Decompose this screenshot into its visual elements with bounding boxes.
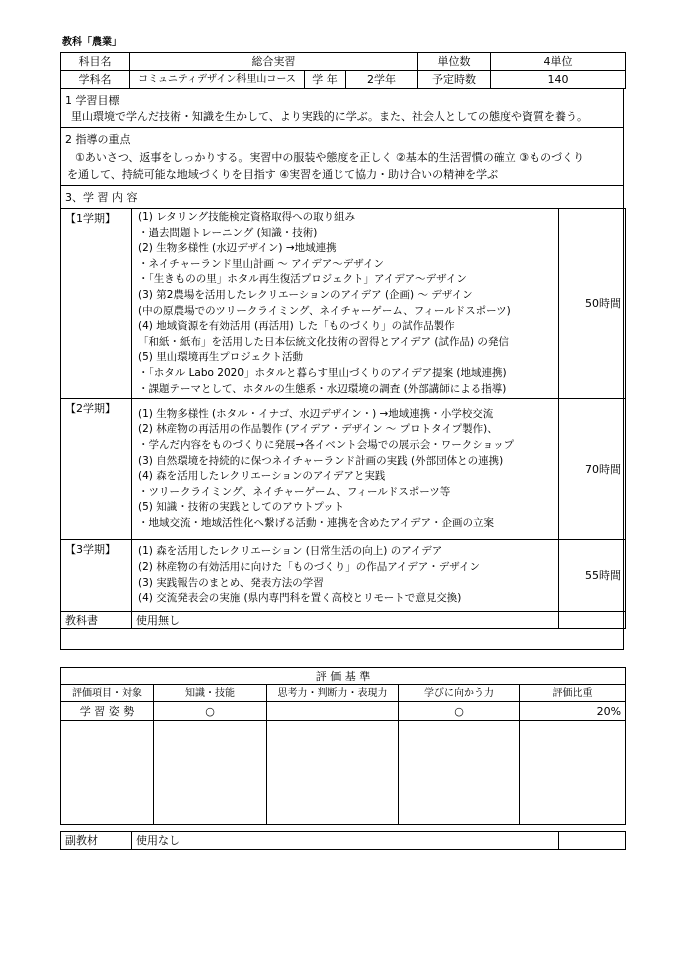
- term-hours: 55時間: [559, 540, 626, 612]
- term-hours: 70時間: [559, 399, 626, 540]
- content-line: (4) 交流発表会の実施 (県内専門科を置く高校とリモートで意見交換): [138, 592, 462, 605]
- subject-tag: 教科「農業」: [62, 37, 122, 48]
- content-line: (中の原農場でのツリークライミング、ネイチャーゲーム、フィールドスポーツ): [138, 304, 511, 317]
- evaluation-header: 学びに向かう力: [399, 685, 520, 702]
- credits: 4単位: [491, 53, 626, 71]
- header-table: [60, 52, 626, 89]
- term-row: [61, 209, 626, 399]
- evaluation-attitude: ○: [399, 702, 520, 721]
- evaluation-item: 学 習 姿 勢: [61, 702, 154, 721]
- content-line: ・地域交流・地域活性化へ繋げる活動・連携を含めたアイデア・企画の立案: [138, 516, 495, 529]
- department: コミュニティデザイン科里山コース: [130, 71, 305, 89]
- term-lines: [132, 540, 559, 612]
- content-line: (4) 森を活用したレクリエーションのアイデアと実践: [138, 470, 386, 483]
- content-line: (3) 実践報告のまとめ、発表方法の学習: [138, 576, 324, 589]
- evaluation-header: 評価比重: [520, 685, 626, 702]
- content-line: ・ツリークライミング、ネイチャーゲーム、フィールドスポーツ等: [138, 485, 451, 498]
- term-label: 【1学期】: [61, 209, 132, 399]
- content-line: ・ネイチャーランド里山計画 〜 アイデア〜デザイン: [138, 257, 384, 270]
- content-line: (3) 自然環境を持続的に保つネイチャーランド計画の実践 (外部団体との連携): [138, 454, 504, 467]
- content-line: ・課題テーマとして、ホタルの生態系・水辺環境の調査 (外部講師による指導): [138, 382, 507, 395]
- term-lines: [132, 399, 559, 540]
- textbook-value: 使用無し: [132, 612, 559, 629]
- guidance-line-2: を通して、持続可能な地域づくりを目指す ④実習を通じて協力・助け合いの精神を学ぶ: [67, 168, 499, 181]
- content-line: (1) レタリング技能検定資格取得への取り組み: [138, 211, 356, 223]
- term-lines: [132, 209, 559, 399]
- content-line: (2) 林産物の再活用の作品製作 (アイデア・デザイン 〜 プロトタイプ製作)、: [138, 423, 498, 436]
- term-row: [61, 540, 626, 612]
- evaluation-thinking: [267, 702, 399, 721]
- textbook-row: [61, 612, 626, 629]
- content-line: ・「生きものの里」ホタル再生復活プロジェクト」アイデア〜デザイン: [138, 273, 467, 286]
- evaluation-title: 評 価 基 準: [61, 668, 626, 685]
- evaluation-header: 知識・技能: [154, 685, 267, 702]
- guidance-line-1: ①あいさつ、返事をしっかりする。実習中の服装や態度を正しく ②基本的生活習慣の確立 ③ものづくり: [75, 151, 585, 164]
- content-line: 「和紙・紙布」を活用した日本伝統文化技術の習得とアイデア (試作品) の発信: [138, 335, 509, 348]
- content-line: ・学んだ内容をものづくりに発展→各イベント会場での展示会・ワークショップ: [138, 438, 515, 451]
- content-line: (1) 森を活用したレクリエーション (日常生活の向上) のアイデア: [138, 545, 443, 558]
- goals-title: 1 学習目標: [65, 94, 120, 107]
- term-label: 【2学期】: [61, 399, 132, 540]
- content-line: (2) 生物多様性 (水辺デザイン) →地域連携: [138, 242, 337, 255]
- content-line: ・過去問題トレーニング (知識・技術): [138, 226, 318, 239]
- content-line: (3) 第2農場を活用したレクリエーションのアイデア (企画) 〜 デザイン: [138, 288, 473, 301]
- term-hours: 50時間: [559, 209, 626, 399]
- grade: 2学年: [346, 71, 418, 89]
- supplementary-label: 副教材: [61, 832, 132, 850]
- term-label: 【3学期】: [61, 540, 132, 612]
- content-line: ・「ホタル Labo 2020」ホタルと暮らす里山づくりのアイデア提案 (地域連携): [138, 366, 507, 379]
- grade-label: 学 年: [305, 71, 346, 89]
- evaluation-knowledge: ○: [154, 702, 267, 721]
- content-line: (4) 地域資源を有効活用 (再活用) した「ものづくり」の試作品製作: [138, 320, 455, 333]
- content-title: 3、学 習 内 容: [65, 191, 138, 204]
- content-line: (5) 里山環境再生プロジェクト活動: [138, 351, 304, 364]
- content-line: (2) 林産物の有効活用に向けた「ものづくり」の作品アイデア・デザイン: [138, 561, 481, 574]
- evaluation-weight: 20%: [520, 702, 626, 721]
- evaluation-header: 思考力・判断力・表現力: [267, 685, 399, 702]
- supplementary-table: [60, 831, 626, 850]
- evaluation-header: 評価項目・対象: [61, 685, 154, 702]
- evaluation-table: [60, 667, 626, 825]
- supplementary-value: 使用なし: [132, 832, 559, 850]
- guidance-title: 2 指導の重点: [65, 133, 131, 146]
- planned-hours-label: 予定時数: [418, 71, 491, 89]
- subject-name-label: 科目名: [61, 53, 130, 71]
- subject-name: 総合実習: [130, 53, 418, 71]
- planned-hours: 140: [491, 71, 626, 89]
- content-table: [60, 208, 626, 629]
- credits-label: 単位数: [418, 53, 491, 71]
- department-label: 学科名: [61, 71, 130, 89]
- content-line: (1) 生物多様性 (ホタル・イナゴ、水辺デザイン・) →地域連携・小学校交流: [138, 407, 494, 420]
- term-row: [61, 399, 626, 540]
- textbook-label: 教科書: [61, 612, 132, 629]
- content-line: (5) 知識・技術の実践としてのアウトプット: [138, 501, 345, 514]
- goals-text: 里山環境で学んだ技術・知識を生かして、より実践的に学ぶ。また、社会人としての態度や資質を養う。: [71, 110, 588, 123]
